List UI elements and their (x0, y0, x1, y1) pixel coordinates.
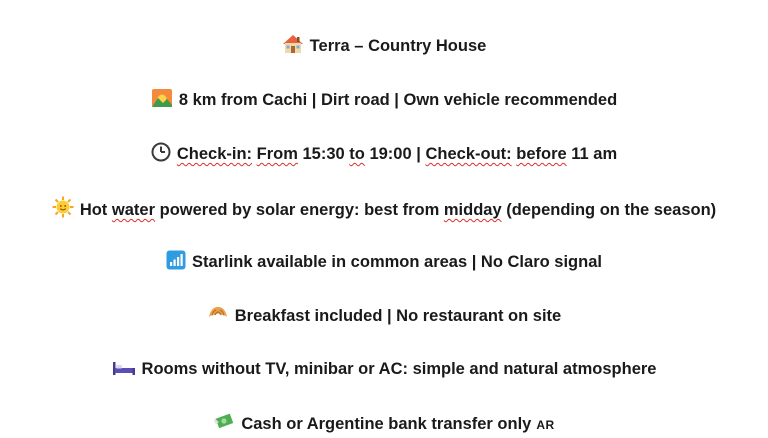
midday-word: midday (443, 201, 502, 219)
bed-icon (112, 359, 136, 383)
hot-water-part3: (depending on the season) (506, 201, 717, 219)
line-connectivity (0, 250, 768, 276)
check-in-label: Check-in: (176, 145, 253, 163)
check-out-label: Check-out: (425, 145, 512, 163)
separator: | (416, 145, 421, 163)
hot-water-part2: powered by solar energy: best from (159, 201, 440, 219)
line-breakfast (0, 304, 768, 330)
check-in-time-to: 19:00 (369, 145, 412, 163)
sun-face-icon (52, 196, 74, 224)
from-word: From (256, 145, 298, 163)
before-word: before (516, 145, 567, 163)
connectivity-text: Starlink available in common areas | No Claro signal (192, 253, 602, 271)
line-check-times (0, 142, 768, 168)
check-in-time-from: 15:30 (302, 145, 345, 163)
property-name: Terra – Country House (309, 37, 487, 55)
sunset-picture-icon (151, 88, 173, 114)
breakfast-text: Breakfast included | No restaurant on site (234, 307, 562, 325)
check-out-time: 11 am (571, 145, 618, 163)
signal-bars-icon (166, 250, 186, 276)
location-text: 8 km from Cachi | Dirt road | Own vehicle recommended (178, 91, 618, 109)
house-icon (282, 34, 304, 60)
water-word: water (111, 201, 156, 219)
to-word: to (349, 145, 365, 163)
country-flag-code: AR (536, 418, 555, 432)
croissant-icon (207, 304, 229, 330)
clock-icon (151, 142, 171, 168)
line-payment (0, 412, 768, 438)
line-rooms (0, 358, 768, 383)
line-location (0, 88, 768, 114)
line-hot-water (0, 196, 768, 224)
rooms-text: Rooms without TV, minibar or AC: simple and natural atmosphere (141, 360, 657, 378)
payment-text: Cash or Argentine bank transfer only (241, 415, 532, 433)
money-wings-icon (213, 412, 235, 438)
line-property-name (0, 34, 768, 60)
hot-water-part1: Hot (79, 201, 108, 219)
